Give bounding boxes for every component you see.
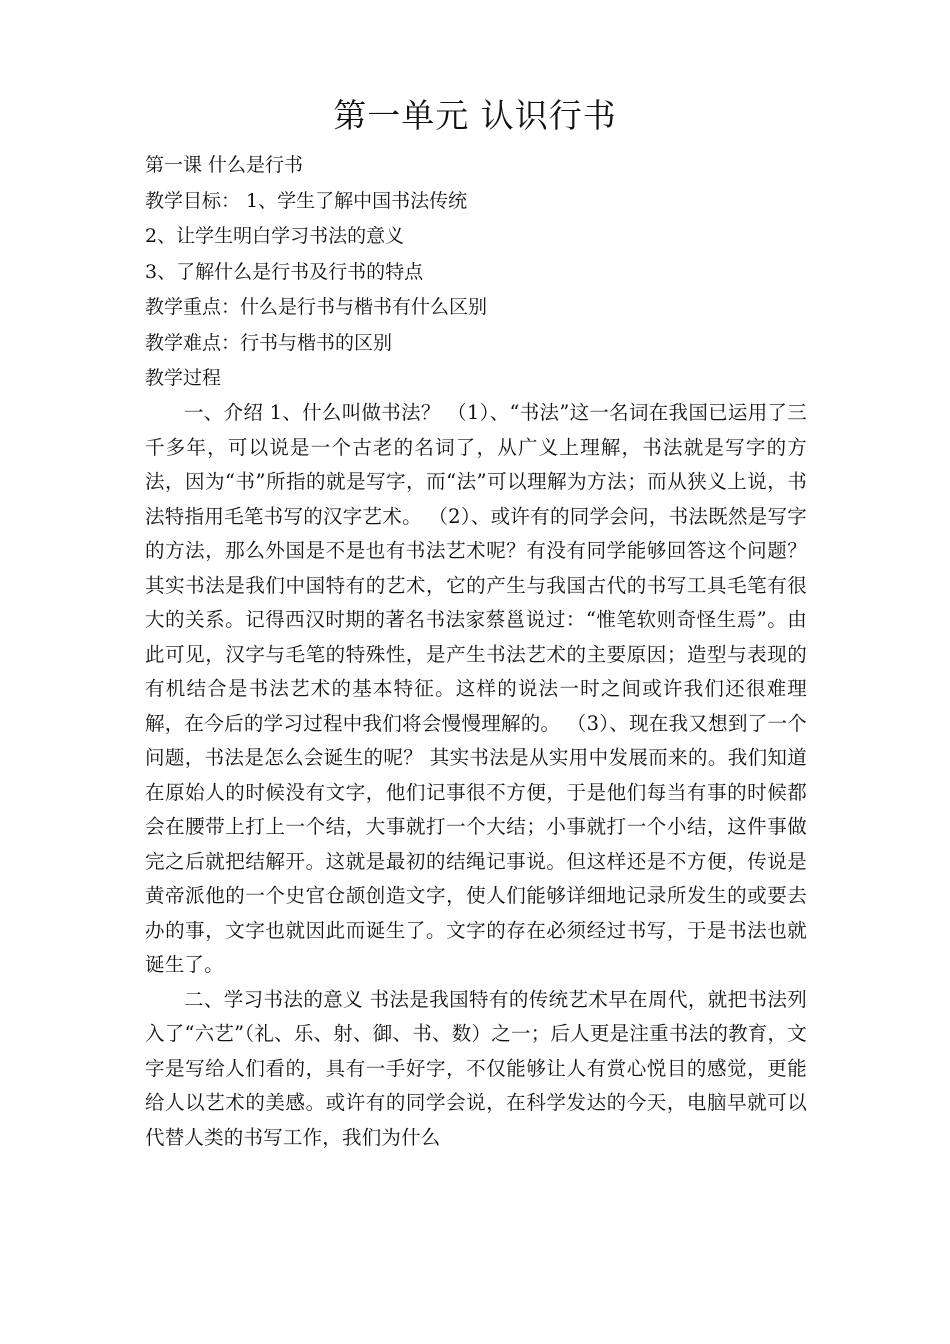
lesson-name: 第一课 什么是行书 [145,154,304,176]
paragraph-introduction: 一、介绍 1、什么叫做书法？ （1）、“书法”这一名词在我国已运用了三千多年，可以说是一个古老的名词了，从广义上理解，书法就是写字的方法，因为“书”所指的就是写字，而“法”可以理解为方法；而从狭义上说，书法特指用毛笔书写的汉字艺术。 （2）、或许有的同学会问，书法既然是写字的方法，那么外国是不是也有书法艺术呢？有没有同学能够回答这个问题？ 其实书法是我们中国特有的艺术，它的产生与我国古代的书写工具毛笔有很大的关系。记得西汉时期的著名书法家蔡邕说过：“惟笔软则奇怪生焉”。由此可见，汉字与毛笔的特殊性，是产生书法艺术的主要原因；造型与表现的有机结合是书法艺术的基本特征。这样的说法一时之间或许我们还很难理解，在今后的学习过程中我们将会慢慢理解的。 （3）、现在我又想到了一个问题，书法是怎么会诞生的呢？ 其实书法是从实用中发展而来的。我们知道在原始人的时候没有文字，他们记事很不方便，于是他们每当有事的时候都会在腰带上打上一个结，大事就打一个大结；小事就打一个小结，这件事做完之后就把结解开。这就是最初的结绳记事说。但这样还是不方便，传说是黄帝派他的一个史官仓颉创造文字，使人们能够详细地记录所发生的或要去办的事，文字也就因此而诞生了。文字的存在必须经过书写，于是书法也就诞生了。 [145,401,807,976]
teaching-key-point: 教学重点：什么是行书与楷书有什么区别 [145,296,488,318]
lesson-body [145,396,807,1155]
teaching-objective-2: 2、让学生明白学习书法的意义 [145,225,405,247]
teaching-process-heading: 教学过程 [145,367,222,389]
teaching-objective-3: 3、了解什么是行书及行书的特点 [145,260,424,283]
page-title: 第一单元 认识行书 [333,96,617,135]
teaching-objective-1: 教学目标： 1、学生了解中国书法传统 [145,189,468,212]
paragraph-significance: 二、学习书法的意义 书法是我国特有的传统艺术早在周代，就把书法列入了“六艺”（礼、乐、射、御、书、数）之一；后人更是注重书法的教育，文字是写给人们看的，具有一手好字，不仅能够让人有赏心悦目的感觉，更能给人以艺术的美感。或许有的同学会说，在科学发达的今天，电脑早就可以代替人类的书写工作，我们为什么 [145,987,807,1149]
lesson-header [145,148,825,397]
teaching-difficulty: 教学难点：行书与楷书的区别 [145,331,393,354]
